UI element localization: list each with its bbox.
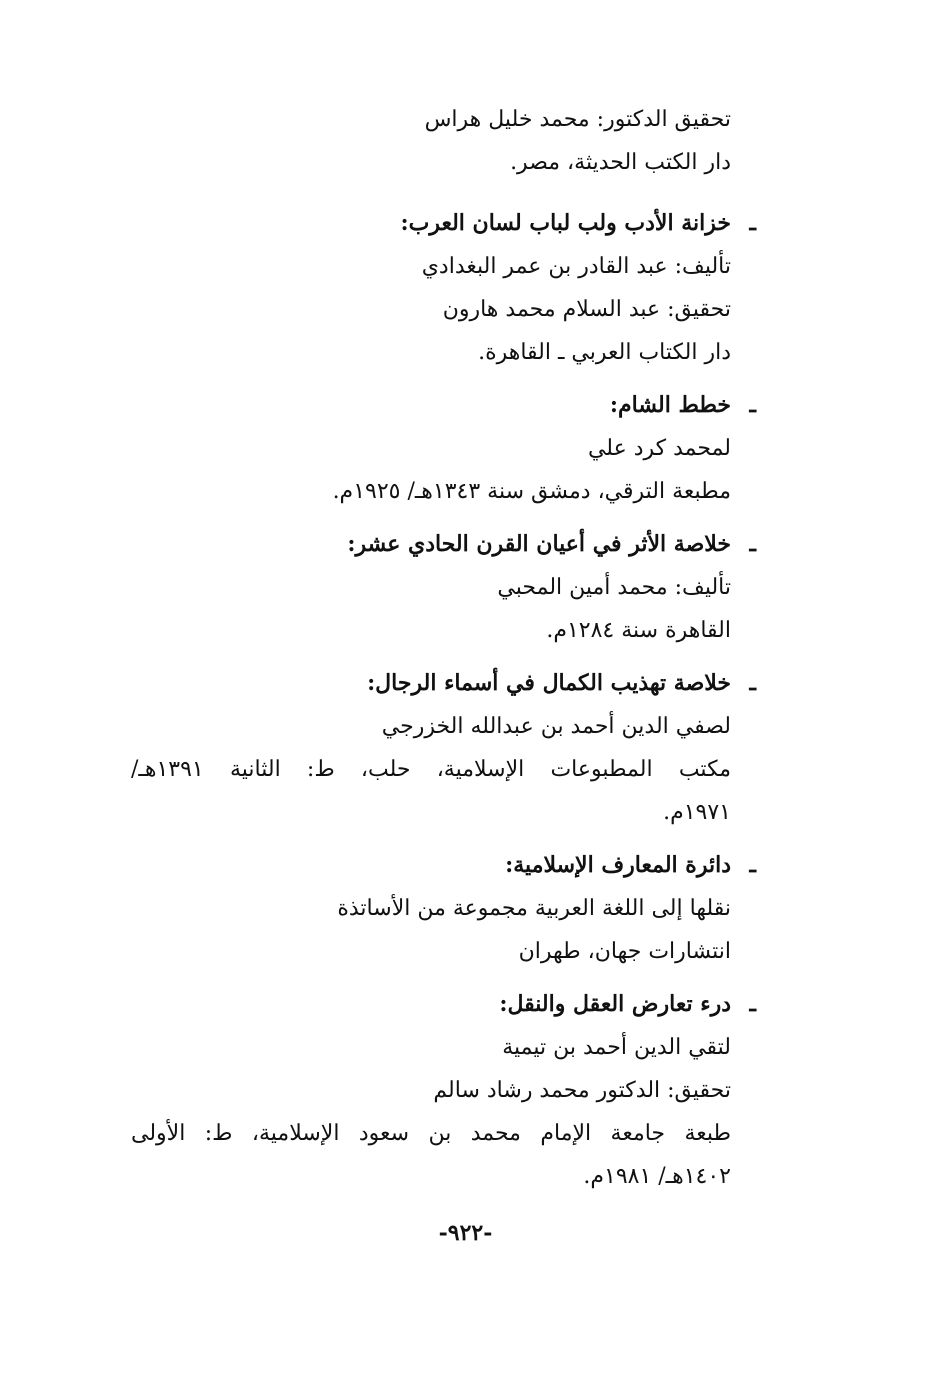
entry-line: ١٩٧١م.	[663, 800, 731, 825]
heading-dash: ـ	[749, 852, 756, 878]
bibliography-entry	[131, 662, 756, 834]
entry-line: دار الكتاب العربي ـ القاهرة.	[478, 340, 731, 365]
bibliography-entry	[131, 98, 731, 184]
entry-line: لصفي الدين أحمد بن عبدالله الخزرجي	[381, 714, 731, 739]
entry-heading	[131, 523, 756, 566]
entry-title: خلاصة تهذيب الكمال في أسماء الرجال:	[367, 670, 731, 696]
entry-title: خطط الشام:	[609, 392, 731, 418]
bibliography-entry	[131, 844, 756, 973]
entry-line: لمحمد كرد علي	[587, 436, 731, 461]
bibliography-entry	[131, 523, 756, 652]
entry-line: القاهرة سنة ١٢٨٤م.	[546, 618, 731, 643]
entry-title: خزانة الأدب ولب لباب لسان العرب:	[400, 210, 731, 236]
bibliography-entry	[131, 384, 756, 513]
bibliography-list	[131, 98, 756, 1208]
bibliography-entry	[131, 202, 756, 374]
entry-line: تحقيق: الدكتور محمد رشاد سالم	[433, 1078, 731, 1103]
entry-line: ١٤٠٢هـ/ ١٩٨١م.	[583, 1164, 731, 1189]
entry-line: لتقي الدين أحمد بن تيمية	[502, 1035, 731, 1060]
entry-heading	[131, 844, 756, 887]
heading-dash: ـ	[749, 531, 756, 557]
entry-line: انتشارات جهان، طهران	[518, 939, 731, 964]
bibliography-entry	[131, 983, 756, 1198]
entry-title: خلاصة الأثر في أعيان القرن الحادي عشر:	[347, 531, 731, 557]
entry-line: مكتب المطبوعات الإسلامية، حلب، ط: الثانية ١٣٩١هـ/	[131, 757, 731, 782]
entry-heading	[131, 384, 756, 427]
entry-line: مطبعة الترقي، دمشق سنة ١٣٤٣هـ/ ١٩٢٥م.	[332, 479, 731, 504]
heading-dash: ـ	[749, 670, 756, 696]
heading-dash: ـ	[749, 210, 756, 236]
entry-line: نقلها إلى اللغة العربية مجموعة من الأساتذة	[337, 896, 731, 921]
entry-line: دار الكتب الحديثة، مصر.	[510, 150, 731, 175]
entry-heading	[131, 662, 756, 705]
page-number: -٩٢٢-	[438, 1220, 493, 1246]
entry-line: طبعة جامعة الإمام محمد بن سعود الإسلامية، ط: الأولى	[131, 1121, 731, 1146]
entry-line: تحقيق: عبد السلام محمد هارون	[442, 297, 731, 322]
entry-title: دائرة المعارف الإسلامية:	[505, 852, 731, 878]
entry-heading	[131, 983, 756, 1026]
heading-dash: ـ	[749, 991, 756, 1017]
entry-line: تأليف: عبد القادر بن عمر البغدادي	[421, 254, 731, 279]
entry-title: درء تعارض العقل والنقل:	[499, 991, 731, 1017]
entry-line: تأليف: محمد أمين المحبي	[497, 575, 731, 600]
heading-dash: ـ	[749, 392, 756, 418]
entry-heading	[131, 202, 756, 245]
entry-line: تحقيق الدكتور: محمد خليل هراس	[424, 107, 731, 132]
